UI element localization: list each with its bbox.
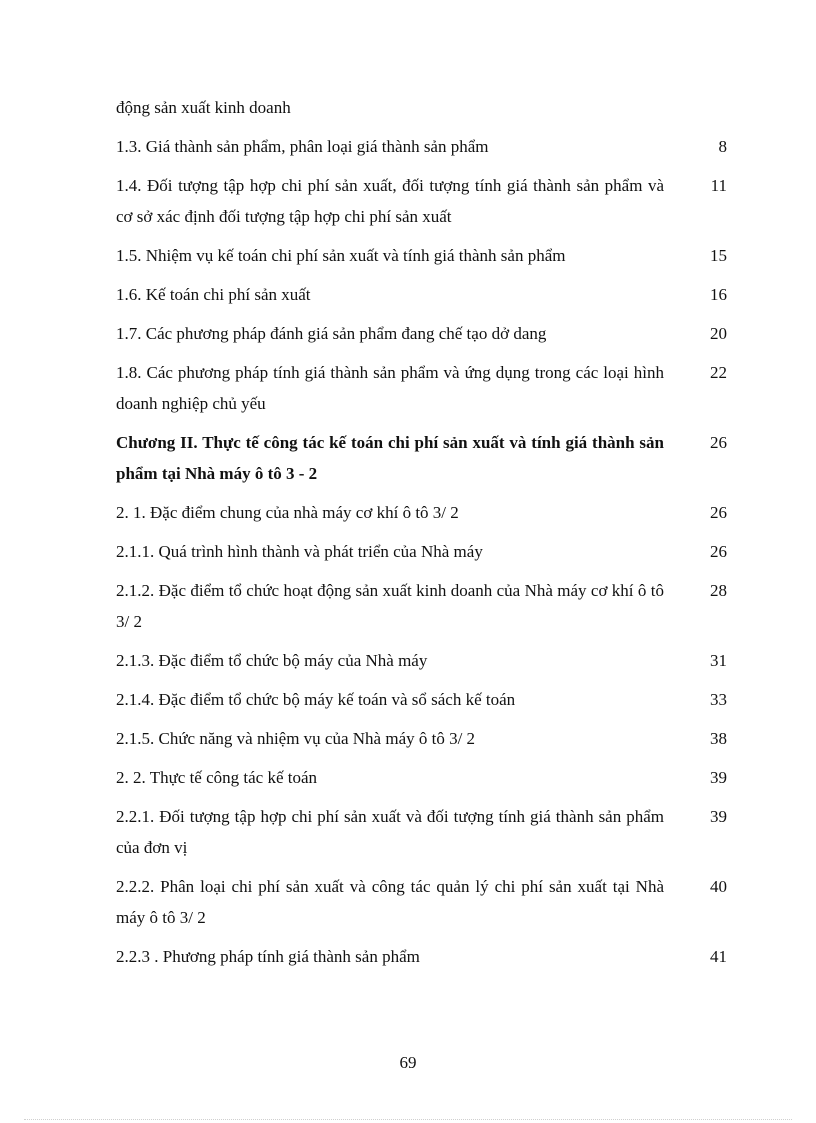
toc-entry-title: 2.1.3. Đặc điểm tổ chức bộ máy của Nhà máy bbox=[116, 651, 428, 670]
toc-entry-title: 2.2.1. Đối tượng tập hợp chi phí sản xuất và đối tượng tính giá thành sản phẩm của đơn vị bbox=[116, 807, 664, 857]
toc-entry-title: 1.4. Đối tượng tập hợp chi phí sản xuất, đối tượng tính giá thành sản phẩm và cơ sở xác định đối tượng tập hợp chi phí sản xuất bbox=[116, 176, 664, 226]
toc-entry-title: 1.7. Các phương pháp đánh giá sản phẩm đang chế tạo dở dang bbox=[116, 324, 547, 343]
toc-entry-page-number: 39 bbox=[710, 768, 727, 787]
toc-entry-title: 2.2.3 . Phương pháp tính giá thành sản phẩm bbox=[116, 947, 420, 966]
toc-entry-title: động sản xuất kinh doanh bbox=[116, 98, 291, 117]
toc-entry bbox=[116, 131, 728, 162]
toc-entry bbox=[116, 427, 728, 489]
toc-entry-page-number: 22 bbox=[710, 363, 727, 382]
toc-entry-title: 2.1.2. Đặc điểm tổ chức hoạt động sản xuất kinh doanh của Nhà máy cơ khí ô tô 3/ 2 bbox=[116, 581, 664, 631]
toc-entry bbox=[116, 170, 728, 232]
toc-entry bbox=[116, 723, 728, 754]
toc-entry-page-number: 31 bbox=[710, 651, 727, 670]
toc-entry-page-number: 28 bbox=[710, 581, 727, 600]
toc-entry-page-number: 39 bbox=[710, 807, 727, 826]
toc-entry-page-number: 20 bbox=[710, 324, 727, 343]
toc-entry bbox=[116, 762, 728, 793]
toc-entry bbox=[116, 801, 728, 863]
toc-entry-page-number: 38 bbox=[710, 729, 727, 748]
toc-entry-title: 1.6. Kế toán chi phí sản xuất bbox=[116, 285, 311, 304]
toc-entry-title: 1.8. Các phương pháp tính giá thành sản phẩm và ứng dụng trong các loại hình doanh nghiệp chủ yếu bbox=[116, 363, 664, 413]
toc-entry-title: 2. 2. Thực tế công tác kế toán bbox=[116, 768, 318, 787]
toc-entry bbox=[116, 684, 728, 715]
toc-entry-title: Chương II. Thực tế công tác kế toán chi phí sản xuất và tính giá thành sản phẩm tại Nhà máy ô tô 3 - 2 bbox=[116, 433, 664, 483]
toc-entry-page-number: 11 bbox=[710, 176, 727, 195]
toc-entry-title: 2. 1. Đặc điểm chung của nhà máy cơ khí ô tô 3/ 2 bbox=[116, 503, 459, 522]
page-bottom-divider bbox=[24, 1119, 792, 1120]
toc-entry-page-number: 16 bbox=[710, 285, 727, 304]
toc-entry bbox=[116, 240, 728, 271]
toc-entry-page-number: 26 bbox=[710, 503, 727, 522]
toc-entry-page-number: 33 bbox=[710, 690, 727, 709]
toc-entry-title: 2.1.5. Chức năng và nhiệm vụ của Nhà máy ô tô 3/ 2 bbox=[116, 729, 476, 748]
toc-entry-title: 1.5. Nhiệm vụ kế toán chi phí sản xuất và tính giá thành sản phẩm bbox=[116, 246, 566, 265]
toc-entry bbox=[116, 536, 728, 567]
toc-entry-title: 1.3. Giá thành sản phẩm, phân loại giá thành sản phẩm bbox=[116, 137, 489, 156]
toc-entry-page-number: 41 bbox=[710, 947, 727, 966]
toc-entry bbox=[116, 279, 728, 310]
toc-entry bbox=[116, 357, 728, 419]
toc-entry-title: 2.2.2. Phân loại chi phí sản xuất và công tác quản lý chi phí sản xuất tại Nhà máy ô tô 3/ 2 bbox=[116, 877, 664, 927]
toc-entry-page-number: 26 bbox=[710, 433, 727, 452]
toc-entry bbox=[116, 92, 728, 123]
table-of-contents bbox=[116, 92, 728, 972]
toc-entry-page-number: 15 bbox=[710, 246, 727, 265]
page-number: 69 bbox=[399, 1053, 417, 1072]
toc-entry bbox=[116, 871, 728, 933]
toc-entry-page-number: 26 bbox=[710, 542, 727, 561]
toc-entry bbox=[116, 575, 728, 637]
toc-entry-title: 2.1.1. Quá trình hình thành và phát triển của Nhà máy bbox=[116, 542, 483, 561]
toc-entry bbox=[116, 645, 728, 676]
toc-entry bbox=[116, 318, 728, 349]
toc-entry-page-number bbox=[664, 92, 728, 123]
toc-entry bbox=[116, 497, 728, 528]
toc-entry bbox=[116, 941, 728, 972]
toc-entry-page-number: 40 bbox=[710, 877, 727, 896]
toc-entry-title: 2.1.4. Đặc điểm tổ chức bộ máy kế toán và sổ sách kế toán bbox=[116, 690, 516, 709]
toc-entry-page-number: 8 bbox=[718, 137, 727, 156]
